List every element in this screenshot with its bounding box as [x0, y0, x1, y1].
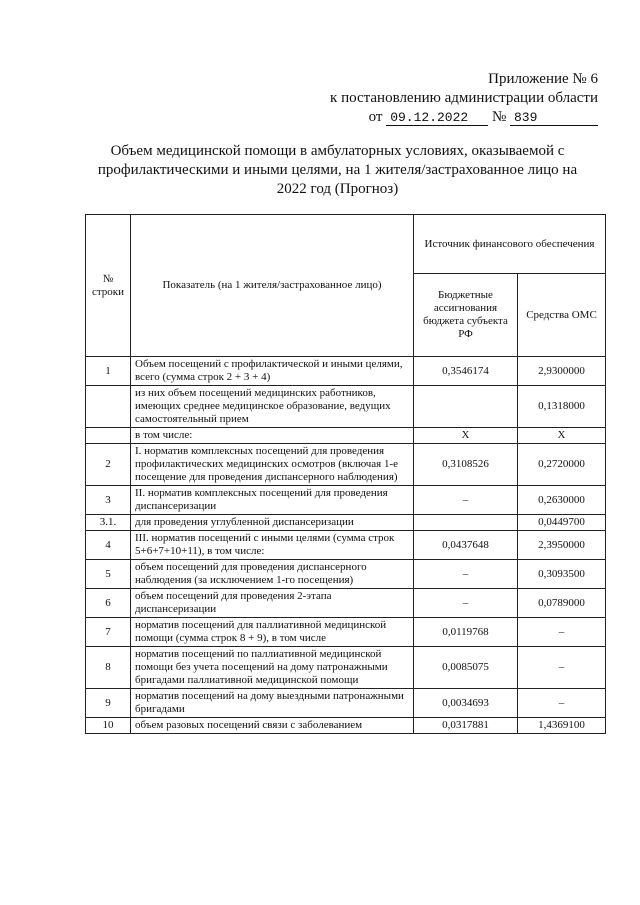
budget-value-cell	[414, 386, 518, 428]
oms-value-cell: 1,4369100	[518, 718, 606, 734]
appendix-label: Приложение № 6	[488, 71, 598, 87]
indicator-cell: I. норматив комплексных посещений для проведения профилактических медицинских осмотров (включая 1-е посещение для проведения диспансерного наблюдения)	[131, 444, 414, 486]
indicator-cell: норматив посещений по паллиативной медицинской помощи без учета посещений на дому патронажными бригадами паллиативной медицинской помощи	[131, 647, 414, 689]
budget-value-cell	[414, 515, 518, 531]
oms-value-cell: 0,2720000	[518, 444, 606, 486]
budget-value-cell: 0,0085075	[414, 647, 518, 689]
row-number-cell: 5	[86, 560, 131, 589]
budget-value-cell: –	[414, 560, 518, 589]
row-number-cell: 4	[86, 531, 131, 560]
row-number-cell: 3.1.	[86, 515, 131, 531]
row-number-cell: 1	[86, 357, 131, 386]
row-number-cell	[86, 386, 131, 428]
column-header-row-number: № строки	[86, 215, 131, 357]
resolution-date: 09.12.2022	[386, 110, 488, 126]
table-row	[86, 531, 606, 560]
budget-value-cell: 0,3108526	[414, 444, 518, 486]
oms-value-cell: 0,0449700	[518, 515, 606, 531]
indicator-cell: в том числе:	[131, 428, 414, 444]
table-row	[86, 357, 606, 386]
row-number-cell: 8	[86, 647, 131, 689]
table-row	[86, 647, 606, 689]
row-number-cell: 6	[86, 589, 131, 618]
table-header-row	[86, 215, 606, 274]
table-row	[86, 618, 606, 647]
indicator-cell: объем разовых посещений связи с заболеванием	[131, 718, 414, 734]
column-header-oms: Средства ОМС	[518, 274, 606, 357]
oms-value-cell: 0,0789000	[518, 589, 606, 618]
budget-value-cell: 0,0317881	[414, 718, 518, 734]
table-row	[86, 486, 606, 515]
table-row	[86, 689, 606, 718]
oms-value-cell: 2,9300000	[518, 357, 606, 386]
budget-value-cell: –	[414, 589, 518, 618]
document-header	[330, 70, 598, 127]
budget-value-cell: –	[414, 486, 518, 515]
oms-value-cell: 2,3950000	[518, 531, 606, 560]
oms-value-cell: 0,2630000	[518, 486, 606, 515]
column-header-budget: Бюджетные ассигнования бюджета субъекта РФ	[414, 274, 518, 357]
budget-value-cell: 0,0034693	[414, 689, 518, 718]
indicator-cell: норматив посещений на дому выездными патронажными бригадами	[131, 689, 414, 718]
row-number-cell: 10	[86, 718, 131, 734]
resolution-number: 839	[510, 110, 598, 126]
budget-value-cell: 0,0119768	[414, 618, 518, 647]
row-number-cell: 7	[86, 618, 131, 647]
indicator-cell: II. норматив комплексных посещений для проведения диспансеризации	[131, 486, 414, 515]
indicator-cell: для проведения углубленной диспансеризации	[131, 515, 414, 531]
indicator-cell: объем посещений для проведения 2-этапа диспансеризации	[131, 589, 414, 618]
volume-table	[85, 214, 606, 734]
table-row	[86, 386, 606, 428]
document-title: Объем медицинской помощи в амбулаторных условиях, оказываемой с профилактическими и иными целями, на 1 жителя/застрахованное лицо на 2022 год (Прогноз)	[97, 143, 578, 197]
table-row	[86, 589, 606, 618]
indicator-cell: III. норматив посещений с иными целями (сумма строк 5+6+7+10+11), в том числе:	[131, 531, 414, 560]
table-row	[86, 560, 606, 589]
indicator-cell: объем посещений для проведения диспансерного наблюдения (за исключением 1-го посещения)	[131, 560, 414, 589]
date-number-line	[330, 108, 598, 127]
oms-value-cell: –	[518, 689, 606, 718]
oms-value-cell: –	[518, 647, 606, 689]
budget-value-cell: 0,3546174	[414, 357, 518, 386]
indicator-cell: норматив посещений для паллиативной медицинской помощи (сумма строк 8 + 9), в том числе	[131, 618, 414, 647]
from-label: от	[368, 109, 383, 125]
oms-value-cell: 0,1318000	[518, 386, 606, 428]
row-number-cell: 3	[86, 486, 131, 515]
table-row	[86, 718, 606, 734]
table-row	[86, 428, 606, 444]
oms-value-cell: X	[518, 428, 606, 444]
number-label: №	[491, 109, 507, 125]
row-number-cell: 2	[86, 444, 131, 486]
budget-value-cell: 0,0437648	[414, 531, 518, 560]
table-row	[86, 444, 606, 486]
table-row	[86, 515, 606, 531]
column-header-funding-source: Источник финансового обеспечения	[414, 215, 606, 274]
column-header-indicator: Показатель (на 1 жителя/застрахованное лицо)	[131, 215, 414, 357]
indicator-cell: Объем посещений с профилактической и иными целями, всего (сумма строк 2 + 3 + 4)	[131, 357, 414, 386]
indicator-cell: из них объем посещений медицинских работников, имеющих среднее медицинское образование, ведущих самостоятельный прием	[131, 386, 414, 428]
row-number-cell	[86, 428, 131, 444]
row-number-cell: 9	[86, 689, 131, 718]
oms-value-cell: 0,3093500	[518, 560, 606, 589]
budget-value-cell: X	[414, 428, 518, 444]
resolution-label: к постановлению администрации области	[330, 90, 598, 106]
oms-value-cell: –	[518, 618, 606, 647]
